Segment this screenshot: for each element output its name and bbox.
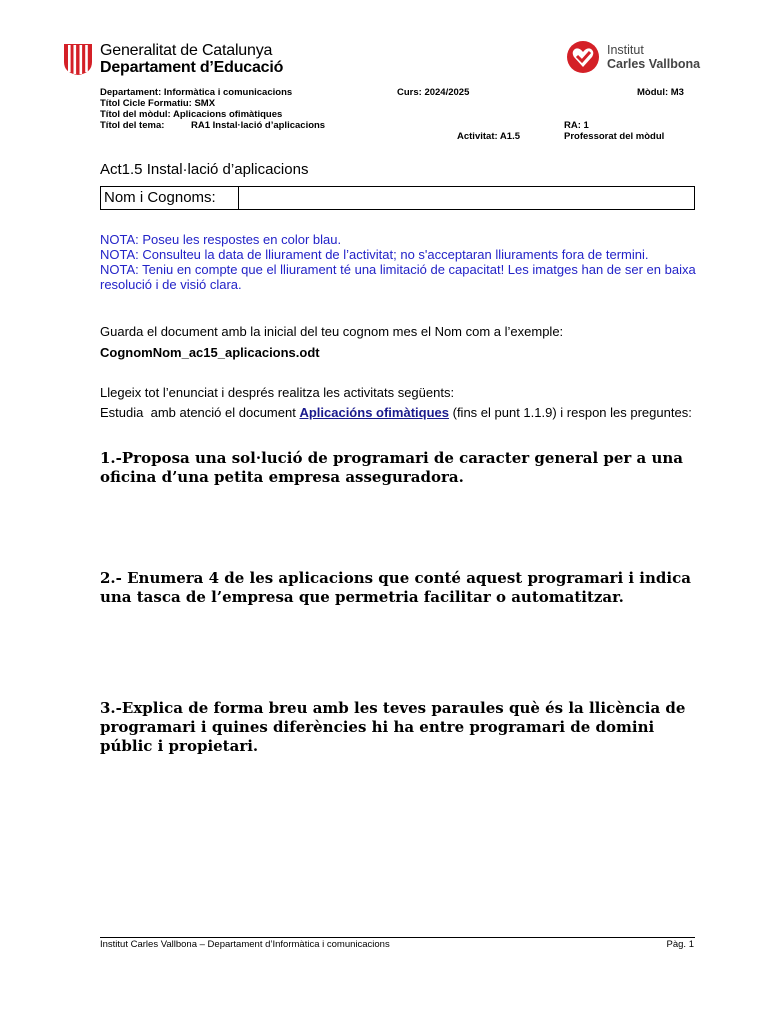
- study-prefix: Estudia amb atenció el document: [100, 405, 300, 420]
- institut-word: Institut: [607, 43, 644, 57]
- filename-example: CognomNom_ac15_aplicacions.odt: [100, 345, 320, 360]
- name-field[interactable]: [239, 187, 694, 209]
- header-teacher: Professorat del mòdul: [564, 131, 665, 142]
- name-table: [100, 186, 695, 210]
- header-module: Mòdul: M3: [637, 87, 684, 98]
- note-2: NOTA: Consulteu la data de lliurament de l’activitat; no s'acceptaran lliuraments fora de termini.: [100, 247, 649, 262]
- save-instruction: Guarda el document amb la inicial del teu cognom mes el Nom com a l’exemple:: [100, 324, 564, 339]
- notes-block: [100, 232, 700, 292]
- page-title: Act1.5 Instal·lació d’aplicacions: [100, 161, 309, 178]
- institut-heart-icon: [566, 40, 600, 74]
- generalitat-logo: [62, 42, 283, 76]
- header-module-title: Títol del mòdul: Aplicacions ofimàtiques: [100, 109, 283, 120]
- department-name: Departament d’Educació: [100, 59, 284, 76]
- question-1: 1.-Proposa una sol·lució de programari de caracter general per a una oficina d’una petita empresa asseguradora.: [100, 449, 684, 486]
- question-3: 3.-Explica de forma breu amb les teves paraules què és la llicència de programari i quines diferències hi ha entre programari de domini públic i propietari.: [100, 699, 686, 755]
- footer-divider: [100, 937, 695, 938]
- header-ra: RA: 1: [564, 120, 589, 131]
- institut-name: Carles Vallbona: [607, 57, 701, 71]
- document-link[interactable]: Aplicacións ofimàtiques: [299, 405, 449, 420]
- footer-page-number: Pàg. 1: [666, 939, 694, 950]
- header-course: Curs: 2024/2025: [397, 87, 470, 98]
- study-instruction: [100, 405, 692, 420]
- note-1: NOTA: Poseu les respostes en color blau.: [100, 232, 342, 247]
- question-2: 2.- Enumera 4 de les aplicacions que conté aquest programari i indica una tasca de l’empresa que permetria facilitar o automatitzar.: [100, 569, 691, 606]
- name-label: Nom i Cognoms:: [101, 187, 239, 209]
- header-department: Departament: Informàtica i comunicacions: [100, 87, 293, 98]
- footer-left: Institut Carles Vallbona – Departament d’Informàtica i comunicacions: [100, 939, 390, 950]
- study-suffix: (fins el punt 1.1.9) i respon les preguntes:: [449, 405, 692, 420]
- header-topic: RA1 Instal·lació d’aplicacions: [191, 120, 326, 131]
- header-topic-label: Títol del tema:: [100, 120, 165, 131]
- header-cycle: Títol Cicle Formatiu: SMX: [100, 98, 216, 109]
- note-3: NOTA: Teniu en compte que el lliurament té una limitació de capacitat! Les imatges han de ser en baixa resolució i de visió clara.: [100, 262, 696, 292]
- read-instruction: Llegeix tot l’enunciat i després realitza les activitats següents:: [100, 385, 455, 400]
- institut-logo: [566, 40, 700, 74]
- generalitat-name: Generalitat de Catalunya: [100, 42, 273, 59]
- generalitat-emblem-icon: [62, 42, 94, 76]
- header-activity: Activitat: A1.5: [457, 131, 520, 142]
